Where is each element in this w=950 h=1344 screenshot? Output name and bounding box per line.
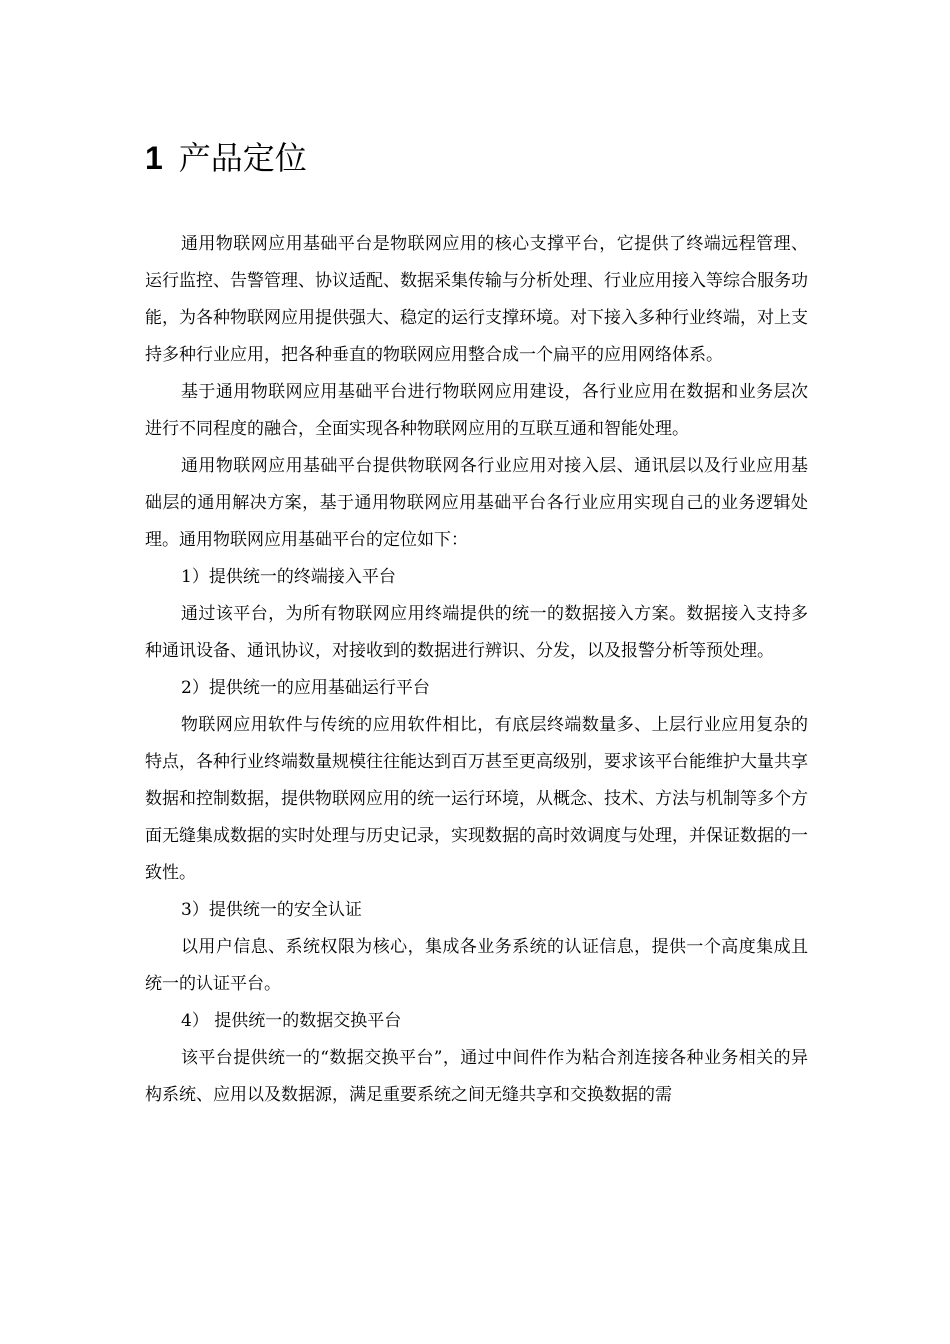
paragraph-positioning: 通用物联网应用基础平台提供物联网各行业应用对接入层、通讯层以及行业应用基础层的通用解决方案，基于通用物联网应用基础平台各行业应用实现自己的业务逻辑处理。通用物联网应用基础平台的定位如下： xyxy=(145,456,808,550)
paragraph-intro: 通用物联网应用基础平台是物联网应用的核心支撑平台，它提供了终端远程管理、运行监控、告警管理、协议适配、数据采集传输与分析处理、行业应用接入等综合服务功能，为各种物联网应用提供强大、稳定的运行支撑环境。对下接入多种行业终端，对上支持多种行业应用，把各种垂直的物联网应用整合成一个扁平的应用网络体系。 xyxy=(145,234,808,365)
section-heading xyxy=(145,132,307,184)
section-number: 1 xyxy=(145,140,163,176)
list-item-runtime-platform: 2）提供统一的应用基础运行平台 xyxy=(181,678,430,698)
paragraph-runtime-platform: 物联网应用软件与传统的应用软件相比，有底层终端数量多、上层行业应用复杂的特点，各种行业终端数量规模往往能达到百万甚至更高级别，要求该平台能维护大量共享数据和控制数据，提供物联网应用的统一运行环境，从概念、技术、方法与机制等多个方面无缝集成数据的实时处理与历史记录，实现数据的高时效调度与处理，并保证数据的一致性。 xyxy=(145,715,808,883)
list-item-data-exchange: 4） 提供统一的数据交换平台 xyxy=(181,1011,402,1031)
paragraph-terminal-access: 通过该平台，为所有物联网应用终端提供的统一的数据接入方案。数据接入支持多种通讯设备、通讯协议，对接收到的数据进行辨识、分发，以及报警分析等预处理。 xyxy=(145,604,808,661)
paragraph-security-auth: 以用户信息、系统权限为核心，集成各业务系统的认证信息，提供一个高度集成且统一的认证平台。 xyxy=(145,937,808,994)
document-body xyxy=(145,226,808,1114)
list-item-security-auth: 3）提供统一的安全认证 xyxy=(181,900,362,920)
paragraph-integration: 基于通用物联网应用基础平台进行物联网应用建设，各行业应用在数据和业务层次进行不同程度的融合，全面实现各种物联网应用的互联互通和智能处理。 xyxy=(145,382,808,439)
list-item-terminal-access: 1）提供统一的终端接入平台 xyxy=(181,567,396,587)
section-title: 产品定位 xyxy=(178,139,307,177)
paragraph-data-exchange: 该平台提供统一的“数据交换平台”，通过中间件作为粘合剂连接各种业务相关的异构系统、应用以及数据源，满足重要系统之间无缝共享和交换数据的需 xyxy=(145,1048,808,1105)
